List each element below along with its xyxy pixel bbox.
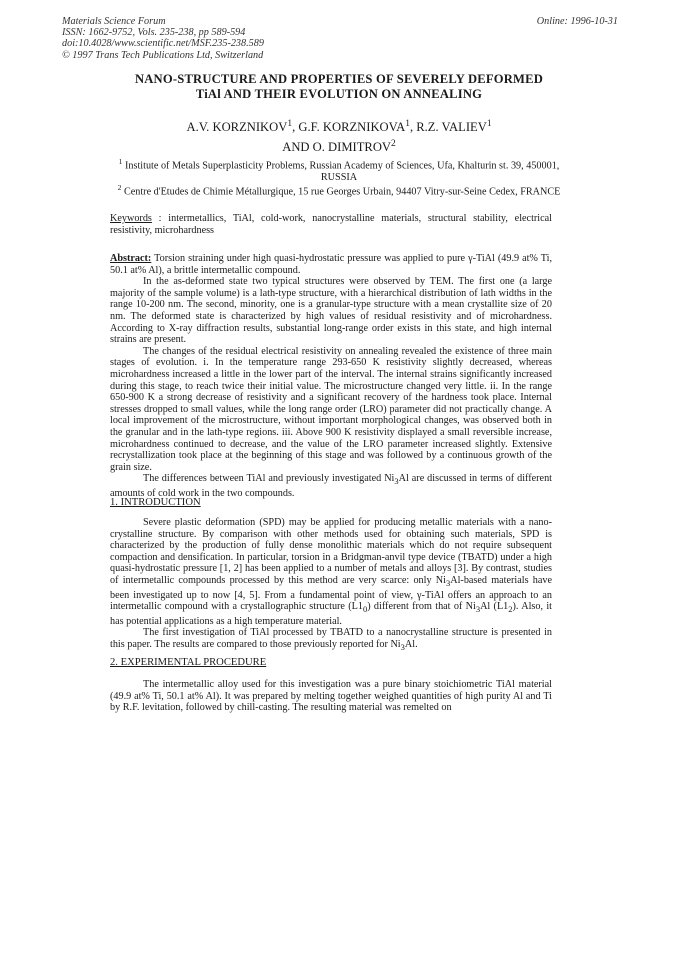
journal-issn: ISSN: 1662-9752, Vols. 235-238, pp 589-594: [62, 27, 246, 39]
introduction: [110, 517, 552, 654]
subscript: 0: [362, 604, 368, 615]
intro-text-d: Al (L1: [480, 601, 509, 613]
affil-marker: 1: [287, 119, 293, 129]
affil-marker: 2: [391, 139, 396, 150]
abstract-label: Abstract:: [110, 253, 152, 264]
section-heading-introduction: 1. INTRODUCTION: [110, 497, 201, 508]
intro-para-2: [110, 627, 552, 653]
author-4: AND O. DIMITROV: [282, 140, 392, 155]
abstract-para-2: In the as-deformed state two typical structures were observed by TEM. The first one (a large majority of the sample volume) is a lath-type structure, with a hierarchical distribution of lath widths in the range 10-200 nm. The second, minority, one is a granular-type structure with a mean crystallite size of 20 nm. The deformed state is characterized by high values of residual resistivity and of microhardness. According to X-ray diffraction results, substantial long-range order exists in this state, and high internal strains are present.: [110, 276, 552, 346]
intro-para-1: [110, 517, 552, 627]
keywords-text: : intermetallics, TiAl, cold-work, nanocrystalline materials, structural stability, electrical resistivity, microhardness: [110, 213, 552, 236]
abstract-para-1: [110, 253, 552, 276]
journal-header: [62, 16, 264, 61]
section-heading-experimental: 2. EXPERIMENTAL PROCEDURE: [110, 657, 267, 668]
abstract-para-4: [110, 473, 552, 499]
subscript: 3: [475, 604, 481, 615]
affil-marker: 1: [486, 119, 492, 129]
subscript: 3: [400, 642, 405, 653]
author-line-1: A.V. KORZNIKOV$^1$, G.F. KORZNIKOVA$^1$, R.Z. VALIEV$^1$: [186, 119, 492, 135]
abstract-text-4a: The differences between TiAl and previously investigated Ni: [143, 473, 395, 485]
journal-name: Materials Science Forum: [62, 16, 166, 27]
subscript: 3: [394, 476, 399, 487]
keywords-label: Keywords: [110, 213, 152, 224]
paper-title: [90, 72, 588, 102]
affiliation-1: [110, 156, 568, 184]
keywords: [110, 213, 552, 236]
subscript: 3: [445, 578, 451, 588]
intro-text-a: Severe plastic deformation (SPD) may be applied for producing metallic materials with a nano-crystalline structure. By comparison with other methods used for obtaining such materials, SPD is characterized by the production of fully dense monolithic materials which do not require subsequent compaction and densification. In particular, torsion in a Bridgman-anvil type device (TBATD) under a high quasi-hydrostatic pressure [1, 2] has been applied to a number of metals and alloys [3]. By contrast, studies of intermetallic compounds processed by this method are very scarce: only Ni: [110, 517, 552, 586]
abstract-para-3: The changes of the residual electrical resistivity on annealing revealed the existence of three main stages of evolution. i. In the temperature range 293-650 K resistivity slightly decreased, whereas microhardness increased a little in the lower part of the interval. The internal strains significantly increased during this stage, to reach twice their initial value. The microstructure changed very little. ii. In the range 650-900 K a strong decrease of resistivity and a significant recovery of the hardness took place. Internal stresses dropped to small values, while the long range order (LRO) parameter did not practically change. A local improvement of the microstructure, without important morphological changes, was observed both in the granular and in the lath-type regions. iii. Above 900 K resistivity displayed a small reversible increase, microhardness continued to decrease, and the value of the LRO parameter increased slightly. Extensive recrystallization took place at the beginning of this stage and was followed by a continuous growth of the grain size.: [110, 345, 552, 473]
journal-doi[interactable]: doi:10.4028/www.scientific.net/MSF.235-238.589: [62, 38, 264, 50]
abstract-text-1: Torsion straining under high quasi-hydrostatic pressure was applied to pure γ-TiAl (49.9 at% Ti, 50.1 at% Al), a brittle intermetallic compound.: [110, 253, 552, 276]
author-3: R.Z. VALIEV: [416, 120, 487, 135]
journal-copyright: © 1997 Trans Tech Publications Ltd, Switzerland: [62, 49, 264, 61]
intro-text-2a: The first investigation of TiAl processed by TBATD to a nanocrystalline structure is presented in this paper. The results are compared to those previously reported for Ni: [110, 627, 552, 650]
abstract-text-4b: Al are discussed in terms of different amounts of cold work in the two compounds.: [110, 473, 552, 499]
intro-text-b: Al-based materials have been investigated up to now [4, 5]. From a fundamental point of view, γ-TiAl offers an approach to an intermetallic compound with a crystallographic structure (L1: [110, 574, 552, 613]
subscript: 2: [508, 604, 513, 615]
title-line-2: TiAl AND THEIR EVOLUTION ON ANNEALING: [195, 87, 483, 101]
online-date: Online: 1996-10-31: [536, 16, 618, 27]
affil-marker: 2: [117, 183, 122, 192]
author-2: G.F. KORZNIKOVA: [298, 120, 406, 135]
intro-text-c: ) different from that of Ni: [367, 601, 476, 613]
abstract: [110, 253, 552, 500]
author-1: A.V. KORZNIKOV: [186, 120, 288, 135]
affil-marker: 1: [405, 119, 410, 129]
affil-marker: 1: [118, 157, 123, 166]
experimental-procedure: [110, 679, 552, 714]
title-line-1: NANO-STRUCTURE AND PROPERTIES OF SEVERELY DEFORMED: [134, 72, 544, 86]
experimental-para-1: The intermetallic alloy used for this investigation was a pure binary stoichiometric TiAl material (49.9 at% Ti, 50.1 at% Al). It was prepared by melting together weighed quantities of high purity Al and Ti by R.F. levitation, followed by chill-casting. The resulting material was remelted on: [110, 679, 552, 714]
intro-text-e: ). Also, it has potential applications as a high temperature material.: [110, 601, 552, 627]
author-line-2: [90, 136, 588, 156]
intro-text-2b: Al.: [404, 639, 418, 650]
affiliation-2: [110, 182, 568, 198]
author-list: [90, 116, 588, 156]
affiliation-1-text: Institute of Metals Superplasticity Problems, Russian Academy of Sciences, Ufa, Khalturin st. 39, 450001, RUSSIA: [125, 160, 560, 183]
affiliation-2-text: Centre d'Etudes de Chimie Métallurgique, 15 rue Georges Urbain, 94407 Vitry-sur-Seine Cedex, FRANCE: [123, 186, 561, 198]
